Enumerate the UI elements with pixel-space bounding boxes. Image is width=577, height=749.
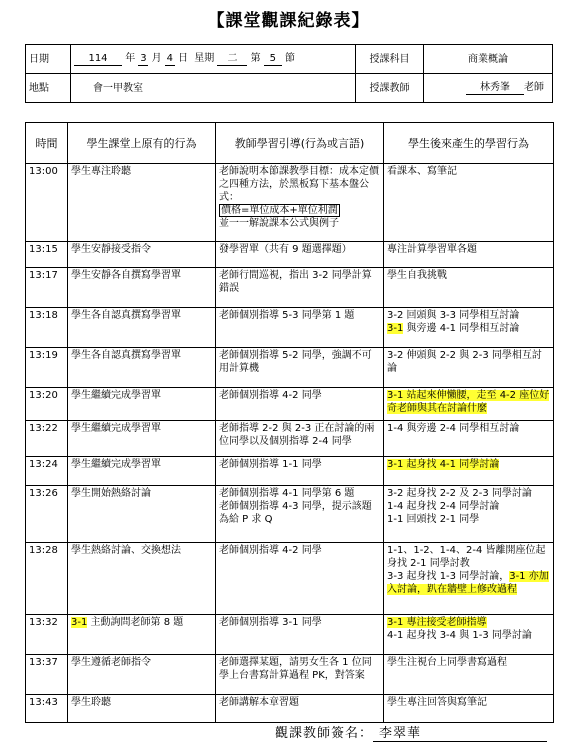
table-row xyxy=(26,388,554,421)
table-row xyxy=(26,164,554,242)
row-teacher: 老師行間巡視，指出 3-2 同學計算錯誤 xyxy=(216,268,384,308)
row-after-line: 3-2 起身找 2-2 及 2-3 同學討論 xyxy=(387,488,532,499)
row-teacher: 老師個別指導 4-2 同學 xyxy=(216,388,384,421)
day-unit: 日 xyxy=(177,53,188,64)
row-after xyxy=(384,308,554,348)
table-row xyxy=(26,268,554,308)
row-teacher: 老師個別指導 3-1 同學 xyxy=(216,615,384,655)
table-row xyxy=(26,421,554,457)
row-teacher: 老師講解本章習題 xyxy=(216,695,384,723)
teacher-label: 授課教師 xyxy=(356,74,424,103)
table-row xyxy=(26,242,554,268)
row-teacher-line-2: 老師個別指導 4-3 同學，提示該題為給 P 求 Q xyxy=(219,501,372,525)
row-teacher: 老師個別指導 5-3 同學第 1 題 xyxy=(216,308,384,348)
row-after-line-2: 1-4 起身找 2-4 同學討論 xyxy=(387,501,500,512)
highlight-student-id: 3-1 xyxy=(71,617,88,628)
row-after xyxy=(384,486,554,543)
highlight-text: 3-1 起身找 4-1 同學討論 xyxy=(387,459,500,470)
row-after: 學生自我挑戰 xyxy=(384,268,554,308)
year-value: 114 xyxy=(74,52,122,66)
row-time: 13:32 xyxy=(26,615,68,655)
day-value: 4 xyxy=(166,53,173,64)
header-teacher-guidance: 教師學習引導(行為或言語) xyxy=(216,123,384,164)
table-row xyxy=(26,543,554,615)
signature-name: 李翠華 xyxy=(379,726,422,741)
date-field xyxy=(71,45,356,74)
row-student: 學生專注聆聽 xyxy=(68,164,216,242)
table-row xyxy=(26,695,554,723)
row-student xyxy=(68,615,216,655)
header-student-behavior: 學生課堂上原有的行為 xyxy=(68,123,216,164)
row-after-line: 3-2 回頭與 3-3 同學相互討論 xyxy=(387,310,520,321)
info-row-date xyxy=(26,45,553,74)
month-unit: 月 xyxy=(151,53,162,64)
location-value: 會一甲教室 xyxy=(71,74,356,103)
highlight-text: 3-1 專注接受老師指導 xyxy=(387,617,487,628)
row-after-line-2: 3-3 起身找 1-3 同學討論， xyxy=(387,571,510,582)
row-after: 專注計算學習單各題 xyxy=(384,242,554,268)
row-teacher-text-2: 並一一解說課本公式與例子 xyxy=(219,218,339,229)
row-student: 學生各自認真撰寫學習單 xyxy=(68,308,216,348)
info-row-location xyxy=(26,74,553,103)
highlight-text: 3-1 亦加入討論，趴在牆壁上修改過程 xyxy=(387,571,549,595)
row-student: 學生熱絡討論、交換想法 xyxy=(68,543,216,615)
row-time: 13:26 xyxy=(26,486,68,543)
row-teacher-line: 老師個別指導 4-1 同學第 6 題 xyxy=(219,488,355,499)
row-student: 學生安靜接受指令 xyxy=(68,242,216,268)
row-after xyxy=(384,388,554,421)
row-teacher xyxy=(216,164,384,242)
row-teacher: 發學習單（共有 9 題選擇題） xyxy=(216,242,384,268)
header-time: 時間 xyxy=(26,123,68,164)
table-row xyxy=(26,615,554,655)
table-row xyxy=(26,486,554,543)
row-after-line: 1-1、1-2、1-4、2-4 皆離開座位起身找 2-1 同學討教 xyxy=(387,545,546,569)
observation-log-table xyxy=(25,122,554,723)
period-prefix: 第 xyxy=(250,53,261,64)
row-after: 3-2 伸頭與 2-2 與 2-3 同學相互討論 xyxy=(384,348,554,388)
date-label: 日期 xyxy=(26,45,71,74)
row-student: 學生開始熱絡討論 xyxy=(68,486,216,543)
row-time: 13:18 xyxy=(26,308,68,348)
row-after-line-3: 1-1 回頭找 2-1 同學 xyxy=(387,514,480,525)
row-after-line-2: 4-1 起身找 3-4 與 1-3 同學討論 xyxy=(387,630,532,641)
row-student: 學生遵循老師指令 xyxy=(68,655,216,695)
table-row xyxy=(26,655,554,695)
subject-value: 商業概論 xyxy=(424,45,553,74)
row-time: 13:43 xyxy=(26,695,68,723)
weekday-value: 二 xyxy=(217,52,247,66)
row-after: 學生專注回答與寫筆記 xyxy=(384,695,554,723)
signature-field xyxy=(373,722,547,742)
row-teacher: 老師個別指導 5-2 同學，強調不可用計算機 xyxy=(216,348,384,388)
teacher-suffix: 老師 xyxy=(524,82,544,93)
row-teacher: 老師選擇某題，請男女生各 1 位同學上台書寫計算過程 PK，對答案 xyxy=(216,655,384,695)
row-student: 學生聆聽 xyxy=(68,695,216,723)
header-after-behavior: 學生後來產生的學習行為 xyxy=(384,123,554,164)
row-after xyxy=(384,615,554,655)
location-label: 地點 xyxy=(26,74,71,103)
row-after xyxy=(384,543,554,615)
row-after: 學生注視台上同學書寫過程 xyxy=(384,655,554,695)
row-teacher: 老師個別指導 1-1 同學 xyxy=(216,457,384,486)
row-after: 看課本、寫筆記 xyxy=(384,164,554,242)
table-row xyxy=(26,457,554,486)
table-row xyxy=(26,308,554,348)
row-student: 學生繼續完成學習單 xyxy=(68,421,216,457)
row-student-text: 主動詢問老師第 8 題 xyxy=(87,617,184,628)
row-student: 學生各自認真撰寫學習單 xyxy=(68,348,216,388)
row-teacher: 老師指導 2-2 與 2-3 正在討論的兩位同學以及個別指導 2-4 同學 xyxy=(216,421,384,457)
signature-label: 觀課教師簽名： xyxy=(275,726,374,741)
teacher-field xyxy=(424,74,553,103)
period-value: 5 xyxy=(264,52,282,66)
row-time: 13:20 xyxy=(26,388,68,421)
row-time: 13:17 xyxy=(26,268,68,308)
row-time: 13:15 xyxy=(26,242,68,268)
teacher-name: 林秀峯 xyxy=(466,81,524,95)
highlight-student-id: 3-1 xyxy=(387,323,404,334)
highlight-text: 3-1 站起來伸懶腰，走至 4-2 座位好奇老師與其在討論什麼 xyxy=(387,390,550,414)
row-time: 13:22 xyxy=(26,421,68,457)
log-header-row xyxy=(26,123,554,164)
month-value: 3 xyxy=(140,53,147,64)
row-time: 13:37 xyxy=(26,655,68,695)
row-student: 學生安靜各自撰寫學習單 xyxy=(68,268,216,308)
row-time: 13:19 xyxy=(26,348,68,388)
page-title: 【課堂觀課紀錄表】 xyxy=(207,11,370,31)
price-formula-box: 價格=單位成本+單位利潤 xyxy=(221,205,338,216)
period-unit: 節 xyxy=(285,53,296,64)
table-row xyxy=(26,348,554,388)
row-time: 13:28 xyxy=(26,543,68,615)
row-teacher-text: 老師說明本節課教學目標：成本定價之四種方法，於黑板寫下基本盤公式： xyxy=(219,166,379,203)
row-student: 學生繼續完成學習單 xyxy=(68,457,216,486)
row-after-line-2: 與旁邊 4-1 同學相互討論 xyxy=(403,323,520,334)
row-teacher xyxy=(216,486,384,543)
row-after xyxy=(384,457,554,486)
row-student: 學生繼續完成學習單 xyxy=(68,388,216,421)
row-time: 13:24 xyxy=(26,457,68,486)
row-time: 13:00 xyxy=(26,164,68,242)
row-after: 1-4 與旁邊 2-4 同學相互討論 xyxy=(384,421,554,457)
subject-label: 授課科目 xyxy=(356,45,424,74)
row-teacher: 老師個別指導 4-2 同學 xyxy=(216,543,384,615)
info-table xyxy=(25,44,553,103)
year-unit: 年 xyxy=(125,53,136,64)
signature-area xyxy=(275,722,547,742)
weekday-label: 星期 xyxy=(194,53,215,64)
